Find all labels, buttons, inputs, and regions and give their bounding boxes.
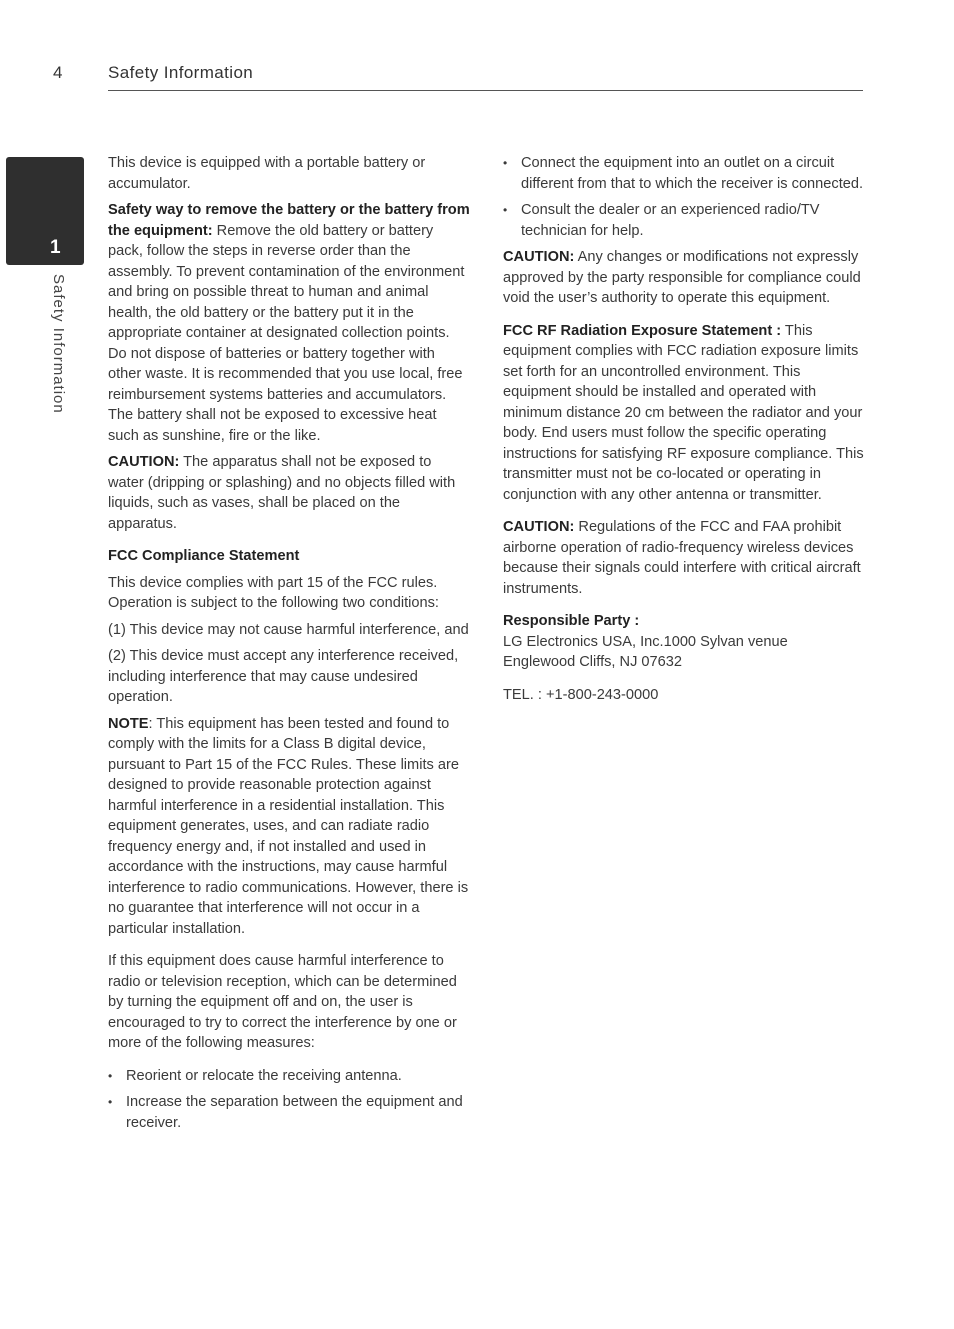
measures-list-right [503, 153, 865, 241]
left-column [108, 153, 470, 1139]
fcc-condition-2: (2) This device must accept any interference received, including interference that may cause undesired operation. [108, 648, 459, 705]
caution-label: CAUTION: [503, 249, 575, 265]
note-paragraph [108, 714, 470, 940]
faa-caution-text: Regulations of the FCC and FAA prohibit airborne operation of radio-frequency wireless devices because their signals could interfere with critical aircraft instruments. [503, 519, 861, 597]
caution-label: CAUTION: [503, 519, 575, 535]
page-header-title: Safety Information [108, 63, 254, 82]
list-item: • Reorient or relocate the receiving antenna. [108, 1066, 470, 1087]
battery-intro: This device is equipped with a portable battery or accumulator. [108, 155, 426, 192]
battery-removal-text: Remove the old battery or battery pack, follow the steps in reverse order than the assembly. To prevent contamination of the environment and bring on possible threat to human and animal health, the old battery or the battery put it in the appropriate container at designated collection points. Do not dispose of batteries or battery together with other waste. It is recommended that you use local, free reimbursement systems batteries and accumulators. The battery shall not be exposed to excessive heat such as sunshine, fire or the like. [108, 222, 465, 444]
responsible-party-line-1: LG Electronics USA, Inc.1000 Sylvan venue [503, 633, 788, 650]
list-item: • Connect the equipment into an outlet on a circuit different from that to which the receiver is connected. [503, 153, 865, 194]
right-column [503, 153, 865, 711]
chapter-label: Safety Information [50, 274, 67, 414]
fcc-condition-1: (1) This device may not cause harmful interference, and [108, 621, 469, 638]
telephone-number: TEL. : +1-800-243-0000 [503, 686, 659, 703]
chapter-number: 1 [50, 237, 61, 258]
note-text: : This equipment has been tested and found to comply with the limits for a Class B digital device, pursuant to Part 15 of the FCC Rules. These limits are designed to provide reasonable protection against harmful interference in a residential installation. This equipment generates, uses, and can radiate radio frequency energy and, if not installed and used in accordance with the instructions, may cause harmful interference to radio communications. However, there is no guarantee that interference will not occur in a particular installation. [108, 715, 469, 937]
responsible-party-heading: Responsible Party : [503, 613, 640, 629]
header-divider [108, 90, 863, 91]
list-item: • Increase the separation between the equipment and receiver. [108, 1092, 470, 1133]
modification-caution-paragraph [503, 247, 865, 309]
modification-caution-text: Any changes or modifications not expressly approved by the party responsible for compliance could void the user’s authority to operate this equipment. [503, 249, 861, 306]
battery-removal-paragraph [108, 200, 470, 446]
fcc-compliance-heading: FCC Compliance Statement [108, 548, 300, 564]
note-label: NOTE [108, 715, 149, 732]
water-caution-text: The apparatus shall not be exposed to water (dripping or splashing) and no objects filled with liquids, such as vases, shall be placed on the apparatus. [108, 454, 456, 532]
rf-exposure-paragraph [503, 321, 865, 506]
measures-list-left [108, 1066, 470, 1134]
caution-label: CAUTION: [108, 454, 180, 470]
water-caution-paragraph [108, 452, 470, 534]
page-number: 4 [53, 63, 63, 82]
rf-exposure-text: This equipment complies with FCC radiation exposure limits set forth for an uncontrolled environment. This equipment should be installed and operated with minimum distance 20 cm between the radiator and your body. End users must follow the specific operating instructions for satisfying RF exposure compliance. This transmitter must not be co-located or operating in conjunction with any other antenna or transmitter. [503, 322, 864, 503]
fcc-compliance-text: This device complies with part 15 of the FCC rules. Operation is subject to the following two conditions: [108, 574, 439, 611]
responsible-party-line-2: Englewood Cliffs, NJ 07632 [503, 654, 683, 670]
interference-paragraph: If this equipment does cause harmful interference to radio or television reception, which can be determined by turning the equipment off and on, the user is encouraged to try to correct the interference by one or more of the following measures: [108, 953, 457, 1051]
list-item: • Consult the dealer or an experienced radio/TV technician for help. [503, 200, 865, 241]
faa-caution-paragraph [503, 517, 865, 599]
chapter-tab [6, 157, 84, 265]
rf-exposure-heading: FCC RF Radiation Exposure Statement : [503, 322, 782, 339]
battery-removal-heading: Safety way to remove the battery or the battery from the equipment: [108, 202, 470, 239]
